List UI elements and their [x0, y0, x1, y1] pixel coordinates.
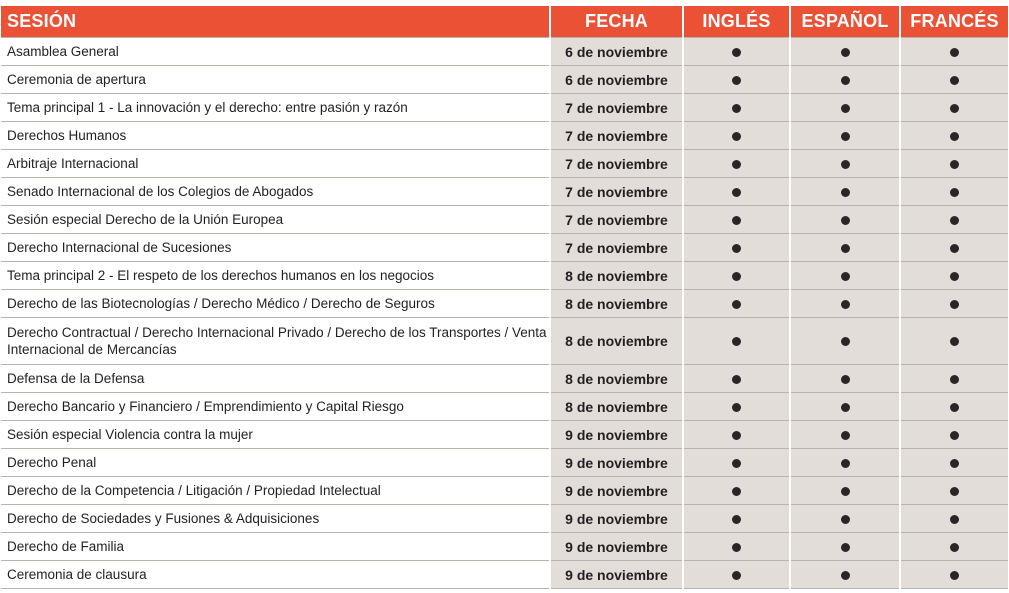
language-cell-english — [683, 94, 790, 122]
availability-dot-icon — [841, 515, 850, 524]
language-cell-english — [683, 561, 790, 589]
language-cell-french — [900, 365, 1008, 393]
language-cell-english — [683, 290, 790, 318]
language-cell-french — [900, 449, 1008, 477]
language-cell-spanish — [790, 365, 900, 393]
table-header — [1, 6, 1008, 38]
availability-dot-icon — [841, 76, 850, 85]
session-date: 9 de noviembre — [550, 421, 683, 449]
language-cell-spanish — [790, 533, 900, 561]
language-cell-french — [900, 66, 1008, 94]
language-cell-english — [683, 234, 790, 262]
availability-dot-icon — [841, 431, 850, 440]
availability-dot-icon — [841, 48, 850, 57]
session-name: Derecho de Familia — [1, 533, 550, 561]
session-date: 7 de noviembre — [550, 122, 683, 150]
language-cell-french — [900, 94, 1008, 122]
availability-dot-icon — [841, 104, 850, 113]
table-row — [1, 561, 1008, 589]
language-cell-english — [683, 393, 790, 421]
session-date: 9 de noviembre — [550, 533, 683, 561]
availability-dot-icon — [950, 337, 959, 346]
session-name: Arbitraje Internacional — [1, 150, 550, 178]
language-cell-french — [900, 206, 1008, 234]
language-cell-spanish — [790, 561, 900, 589]
sessions-language-table — [1, 6, 1008, 589]
language-cell-spanish — [790, 150, 900, 178]
table-row — [1, 206, 1008, 234]
session-name: Derecho Internacional de Sucesiones — [1, 234, 550, 262]
session-name: Derecho Contractual / Derecho Internacional Privado / Derecho de los Transportes / Venta Internacional de Mercancías — [1, 318, 550, 365]
availability-dot-icon — [950, 160, 959, 169]
language-cell-english — [683, 421, 790, 449]
availability-dot-icon — [950, 76, 959, 85]
availability-dot-icon — [950, 515, 959, 524]
availability-dot-icon — [950, 188, 959, 197]
language-cell-english — [683, 318, 790, 365]
session-name: Ceremonia de clausura — [1, 561, 550, 589]
availability-dot-icon — [732, 48, 741, 57]
language-cell-french — [900, 178, 1008, 206]
availability-dot-icon — [732, 571, 741, 580]
header-row — [1, 6, 1008, 38]
language-cell-english — [683, 505, 790, 533]
availability-dot-icon — [732, 515, 741, 524]
session-date: 7 de noviembre — [550, 178, 683, 206]
session-date: 7 de noviembre — [550, 94, 683, 122]
availability-dot-icon — [950, 459, 959, 468]
language-cell-spanish — [790, 206, 900, 234]
language-cell-english — [683, 122, 790, 150]
table-row — [1, 94, 1008, 122]
table-row — [1, 38, 1008, 66]
session-date: 8 de noviembre — [550, 365, 683, 393]
session-name: Defensa de la Defensa — [1, 365, 550, 393]
language-cell-french — [900, 122, 1008, 150]
session-date: 6 de noviembre — [550, 66, 683, 94]
availability-dot-icon — [732, 244, 741, 253]
session-name: Sesión especial Violencia contra la mujer — [1, 421, 550, 449]
language-cell-spanish — [790, 94, 900, 122]
availability-dot-icon — [841, 160, 850, 169]
availability-dot-icon — [950, 300, 959, 309]
session-date: 9 de noviembre — [550, 449, 683, 477]
header-french: FRANCÉS — [900, 6, 1008, 38]
language-cell-spanish — [790, 38, 900, 66]
session-date: 7 de noviembre — [550, 150, 683, 178]
availability-dot-icon — [732, 300, 741, 309]
language-cell-spanish — [790, 318, 900, 365]
availability-dot-icon — [732, 188, 741, 197]
language-cell-french — [900, 477, 1008, 505]
language-cell-french — [900, 505, 1008, 533]
language-cell-french — [900, 234, 1008, 262]
language-cell-french — [900, 150, 1008, 178]
table-body — [1, 38, 1008, 589]
availability-dot-icon — [950, 48, 959, 57]
availability-dot-icon — [950, 244, 959, 253]
language-cell-spanish — [790, 66, 900, 94]
language-cell-english — [683, 38, 790, 66]
availability-dot-icon — [732, 459, 741, 468]
table-row — [1, 122, 1008, 150]
language-cell-french — [900, 290, 1008, 318]
language-cell-spanish — [790, 122, 900, 150]
availability-dot-icon — [732, 403, 741, 412]
table-row — [1, 290, 1008, 318]
availability-dot-icon — [732, 375, 741, 384]
availability-dot-icon — [841, 188, 850, 197]
header-session: SESIÓN — [1, 6, 550, 38]
table-row — [1, 365, 1008, 393]
table-row — [1, 449, 1008, 477]
availability-dot-icon — [732, 337, 741, 346]
session-date: 8 de noviembre — [550, 318, 683, 365]
availability-dot-icon — [950, 104, 959, 113]
language-cell-french — [900, 421, 1008, 449]
language-cell-french — [900, 318, 1008, 365]
availability-dot-icon — [841, 487, 850, 496]
table-row — [1, 66, 1008, 94]
availability-dot-icon — [732, 543, 741, 552]
availability-dot-icon — [841, 403, 850, 412]
availability-dot-icon — [841, 459, 850, 468]
language-cell-spanish — [790, 393, 900, 421]
language-cell-spanish — [790, 234, 900, 262]
availability-dot-icon — [841, 132, 850, 141]
header-spanish: ESPAÑOL — [790, 6, 900, 38]
language-cell-english — [683, 66, 790, 94]
availability-dot-icon — [841, 543, 850, 552]
header-english: INGLÉS — [683, 6, 790, 38]
availability-dot-icon — [732, 132, 741, 141]
language-cell-spanish — [790, 178, 900, 206]
availability-dot-icon — [950, 571, 959, 580]
session-name: Senado Internacional de los Colegios de Abogados — [1, 178, 550, 206]
session-date: 8 de noviembre — [550, 290, 683, 318]
language-cell-spanish — [790, 290, 900, 318]
session-date: 7 de noviembre — [550, 206, 683, 234]
availability-dot-icon — [732, 272, 741, 281]
language-cell-english — [683, 533, 790, 561]
availability-dot-icon — [950, 543, 959, 552]
availability-dot-icon — [732, 160, 741, 169]
availability-dot-icon — [950, 375, 959, 384]
session-name: Asamblea General — [1, 38, 550, 66]
availability-dot-icon — [841, 571, 850, 580]
session-name: Ceremonia de apertura — [1, 66, 550, 94]
session-date: 8 de noviembre — [550, 393, 683, 421]
table-row — [1, 318, 1008, 365]
table-row — [1, 234, 1008, 262]
table-row — [1, 393, 1008, 421]
availability-dot-icon — [732, 216, 741, 225]
availability-dot-icon — [841, 244, 850, 253]
availability-dot-icon — [950, 403, 959, 412]
session-name: Tema principal 1 - La innovación y el derecho: entre pasión y razón — [1, 94, 550, 122]
header-date: FECHA — [550, 6, 683, 38]
language-cell-spanish — [790, 449, 900, 477]
language-cell-french — [900, 262, 1008, 290]
language-cell-french — [900, 393, 1008, 421]
availability-dot-icon — [732, 104, 741, 113]
session-date: 6 de noviembre — [550, 38, 683, 66]
session-name: Derecho de Sociedades y Fusiones & Adquisiciones — [1, 505, 550, 533]
session-date: 9 de noviembre — [550, 477, 683, 505]
availability-dot-icon — [950, 132, 959, 141]
session-date: 9 de noviembre — [550, 561, 683, 589]
availability-dot-icon — [841, 337, 850, 346]
table-row — [1, 421, 1008, 449]
availability-dot-icon — [841, 272, 850, 281]
language-cell-spanish — [790, 477, 900, 505]
availability-dot-icon — [732, 76, 741, 85]
session-name: Derecho de la Competencia / Litigación / Propiedad Intelectual — [1, 477, 550, 505]
availability-dot-icon — [950, 487, 959, 496]
language-cell-english — [683, 449, 790, 477]
table-row — [1, 150, 1008, 178]
language-cell-english — [683, 365, 790, 393]
language-cell-spanish — [790, 262, 900, 290]
language-cell-french — [900, 38, 1008, 66]
session-name: Derechos Humanos — [1, 122, 550, 150]
session-name: Derecho Penal — [1, 449, 550, 477]
table-row — [1, 178, 1008, 206]
availability-dot-icon — [732, 487, 741, 496]
session-name: Derecho de las Biotecnologías / Derecho Médico / Derecho de Seguros — [1, 290, 550, 318]
availability-dot-icon — [841, 300, 850, 309]
language-cell-spanish — [790, 505, 900, 533]
language-cell-english — [683, 206, 790, 234]
table-row — [1, 533, 1008, 561]
table-row — [1, 505, 1008, 533]
availability-dot-icon — [950, 216, 959, 225]
language-cell-french — [900, 533, 1008, 561]
language-cell-english — [683, 262, 790, 290]
language-cell-english — [683, 477, 790, 505]
availability-dot-icon — [950, 431, 959, 440]
session-name: Tema principal 2 - El respeto de los derechos humanos en los negocios — [1, 262, 550, 290]
language-cell-french — [900, 561, 1008, 589]
availability-dot-icon — [732, 431, 741, 440]
session-name: Derecho Bancario y Financiero / Emprendimiento y Capital Riesgo — [1, 393, 550, 421]
session-date: 8 de noviembre — [550, 262, 683, 290]
session-date: 9 de noviembre — [550, 505, 683, 533]
availability-dot-icon — [950, 272, 959, 281]
availability-dot-icon — [841, 375, 850, 384]
table-row — [1, 262, 1008, 290]
session-name: Sesión especial Derecho de la Unión Europea — [1, 206, 550, 234]
availability-dot-icon — [841, 216, 850, 225]
table-row — [1, 477, 1008, 505]
language-cell-spanish — [790, 421, 900, 449]
language-cell-english — [683, 150, 790, 178]
language-cell-english — [683, 178, 790, 206]
session-date: 7 de noviembre — [550, 234, 683, 262]
